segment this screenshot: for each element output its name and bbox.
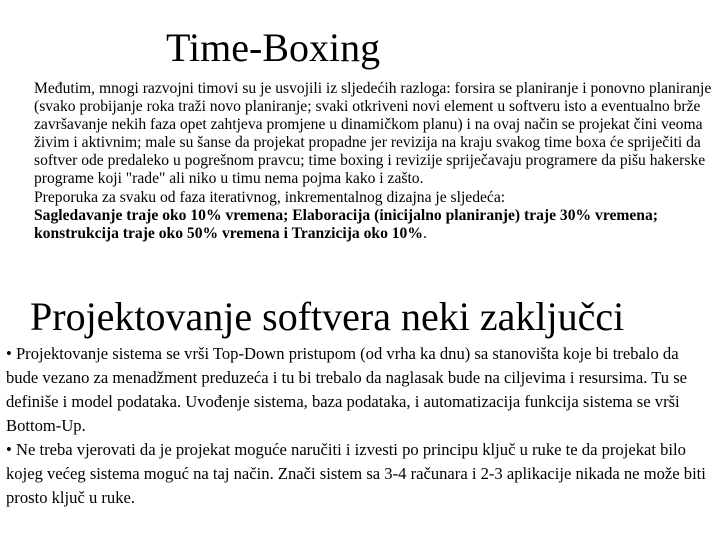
- time-boxing-text: [34, 80, 712, 243]
- recommendation-lead: Preporuka za svaku od faza iterativnog, inkrementalnog dizajna je sljedeća:: [34, 188, 506, 206]
- recommendation-period: .: [422, 224, 427, 242]
- conclusions-text: [6, 342, 712, 510]
- bullet-item: • Ne treba vjerovati da je projekat moguće naručiti i izvesti po principu ključ u ruke te da projekat bilo kojeg većeg sistema moguć na taj način. Znači sistem sa 3-4 računara i 2-3 aplikacije nikada ne može biti prosto ključ u ruke.: [6, 440, 706, 507]
- recommendation-paragraph: [34, 189, 712, 243]
- slide-title-conclusions: Projektovanje softvera neki zaključci: [30, 294, 625, 339]
- phase-percentages-text: Sagledavanje traje oko 10% vremena; Elaboracija (inicijalno planiranje) traje 30% vremena; konstrukcija traje oko 50% vremena i Tranzicija oko 10%: [34, 206, 658, 242]
- bullet-item: • Projektovanje sistema se vrši Top-Down pristupom (od vrha ka dnu) sa stanovišta koje bi trebalo da bude vezano za menadžment preduzeća i tu bi trebalo da naglasak bude na ciljevima i resursima. Tu se definiše i model podataka. Uvođenje sistema, baza podataka, i automatizacija funkcija sistema se vrši Bottom-Up.: [6, 344, 688, 435]
- slide-title-time-boxing: Time-Boxing: [166, 25, 381, 70]
- time-boxing-intro-paragraph: Međutim, mnogi razvojni timovi su je usvojili iz sljedećih razloga: forsira se planiranje i ponovno planiranje (svako probijanje roka traži novo planiranje; svaki otkriveni novi element u softveru isto a eventualno brže završavanje nekih faza opet zahtjeva promjene u dinamičkom planu) i na ovaj način se projekat čini veoma živim i aktivnim; male su šanse da projekat propadne jer revizija na kraju svakog time boxa će spriječiti da softver ode predaleko u pogrešnom pravcu; time boxing i revizije spriječavaju programere da pišu hakerske programe koji "rade" ali niko u timu nema pojma kako i zašto.: [34, 80, 712, 188]
